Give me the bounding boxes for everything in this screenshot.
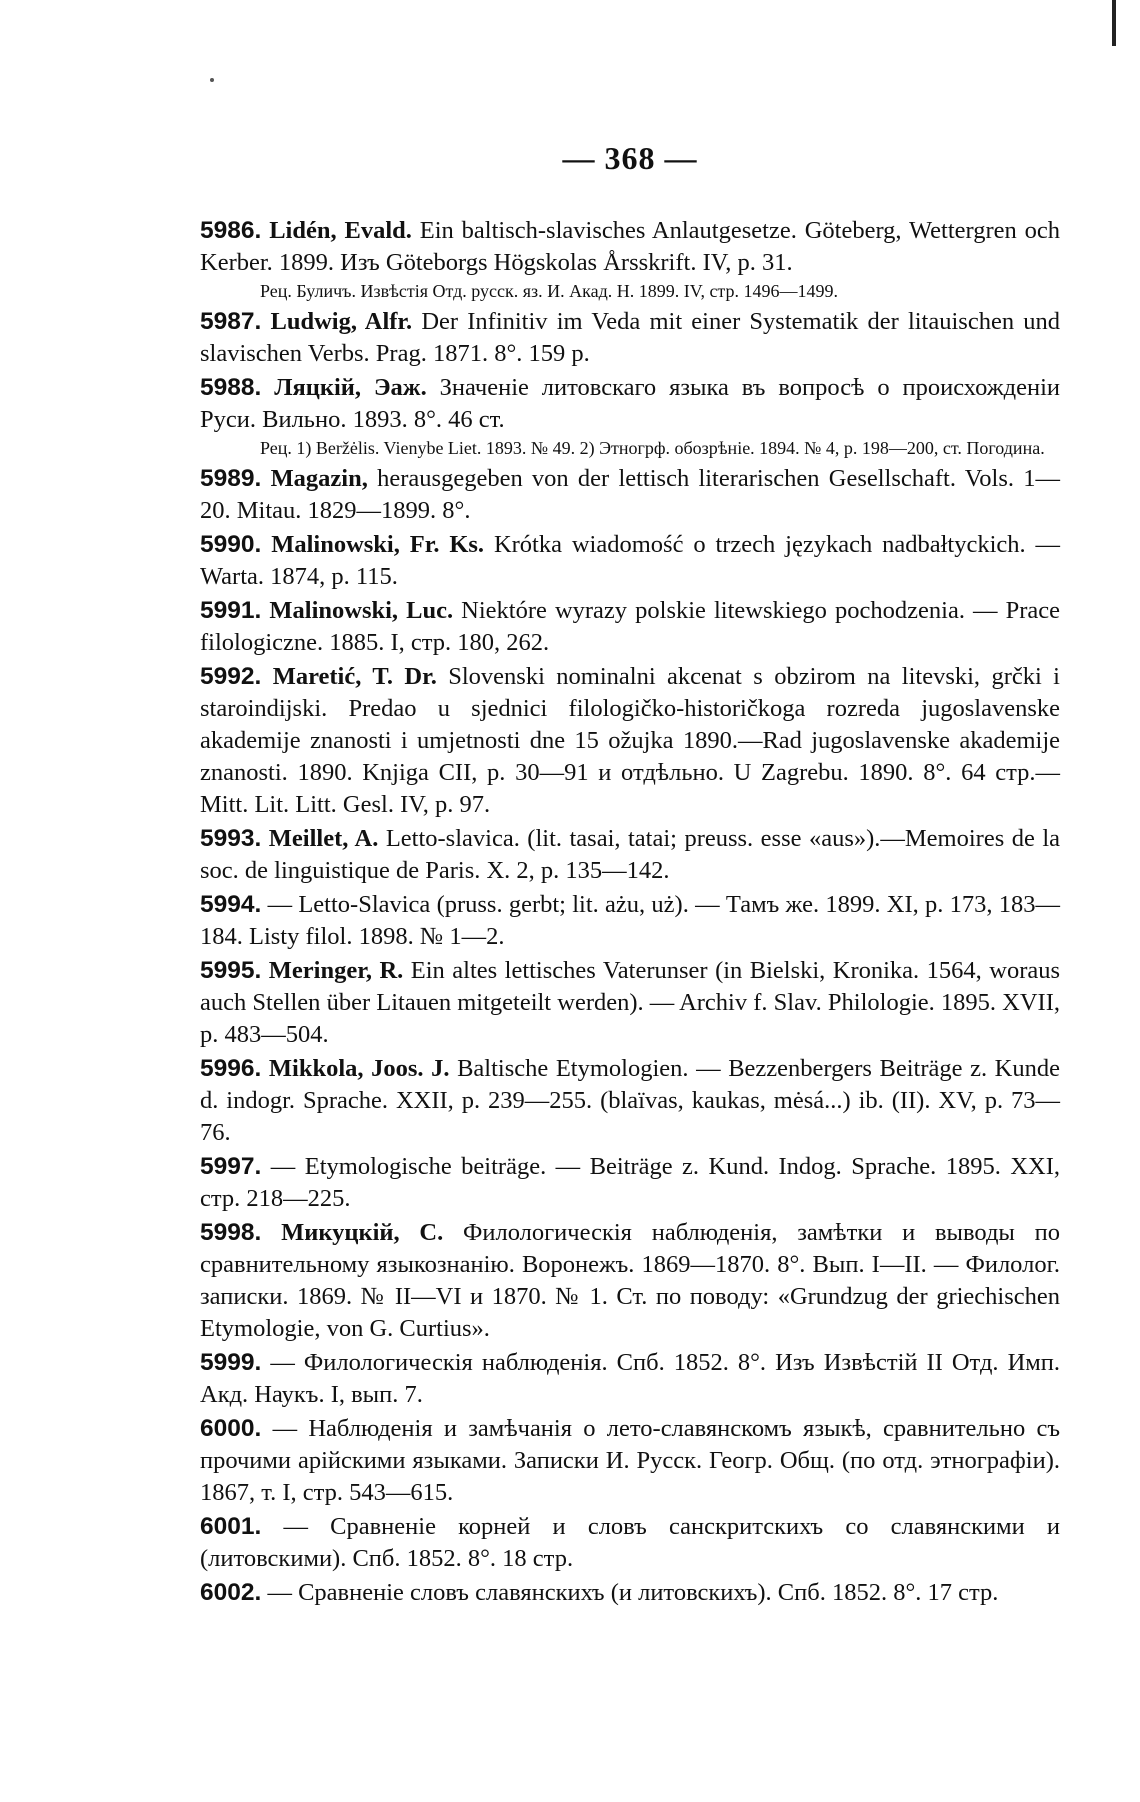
entry-number: 5992.: [200, 663, 262, 690]
entry-number: 5991.: [200, 597, 262, 624]
entry-text: — Филологическія наблюденія. Спб. 1852. 8°. Изъ Извѣстій II Отд. Имп. Акд. Наукъ. I, вып. 7.: [200, 1349, 1061, 1408]
bibliography-entry: [200, 1511, 1060, 1575]
entry-text: — Наблюденія и замѣчанія о лето-славянскомъ языкѣ, сравнительно съ прочими арійскими языками. Записки И. Русск. Геогр. Общ. (по отд. этнографіи). 1867, т. I, стр. 543—615.: [200, 1415, 1061, 1506]
bibliography-entry: [200, 529, 1060, 593]
bibliography-list: [200, 215, 1060, 1609]
entry-text: — Сравненіе корней и словъ санскритскихъ со славянскими и (литовскими). Спб. 1852. 8°. 18 стр.: [200, 1513, 1060, 1572]
entry-number: 5986.: [200, 217, 262, 244]
bibliography-entry: [200, 1413, 1060, 1509]
entry-author: Ludwig, Alfr.: [270, 308, 413, 335]
entry-number: 6001.: [200, 1513, 262, 1540]
entry-number: 6000.: [200, 1415, 262, 1442]
bibliography-entry: [200, 889, 1060, 953]
entry-number: 5998.: [200, 1219, 262, 1246]
entry-number: 5999.: [200, 1349, 262, 1376]
entry-author: Микуцкій, С.: [281, 1219, 444, 1246]
entry-number: 5993.: [200, 825, 262, 852]
bibliography-entry: [200, 823, 1060, 887]
entry-number: 5988.: [200, 374, 262, 401]
entry-author: Meillet, A.: [268, 825, 379, 852]
entry-text: — Сравненіе словъ славянскихъ (и литовскихъ). Спб. 1852. 8°. 17 стр.: [267, 1579, 999, 1606]
page-number: — 368 —: [562, 140, 698, 176]
bibliography-entry: [200, 372, 1060, 436]
entry-text: Филологическія наблюденія, замѣтки и выводы по сравнительному языкознанію. Воронежъ. 1869—1870. 8°. Вып. I—II. — Филолог. записки. 1869. № II—VI и 1870. № 1. Ст. по поводу: «Grundzug der griechischen Etymologie, von G. Curtius».: [200, 1219, 1061, 1342]
entry-review-note: Рец. 1) Beržėlis. Vienybe Liet. 1893. № 49. 2) Этногрф. обозрѣніе. 1894. № 4, р. 198—200, ст. Погодина.: [260, 438, 1045, 458]
page-edge-line: [1112, 0, 1116, 46]
entry-text: Baltische Etymologien. — Bezzenbergers Beiträge z. Kunde d. indogr. Sprache. XXII, p. 239—255. (blaïvas, kaukas, mėsá...) ib. (II). XV, p. 73—76.: [200, 1055, 1061, 1146]
entry-author: Lidén, Evald.: [269, 217, 412, 244]
entry-author: Malinowski, Luc.: [269, 597, 454, 624]
bibliography-entry: [200, 1217, 1060, 1345]
entry-text: — Etymologische beiträge. — Beiträge z. Kund. Indog. Sprache. 1895. XXI, стр. 218—225.: [200, 1153, 1061, 1212]
entry-text: Der Infinitiv im Veda mit einer Systematik der litauischen und slavischen Verbs. Prag. 1871. 8°. 159 p.: [200, 308, 1061, 367]
bibliography-entry: [200, 463, 1060, 527]
entry-author: Magazin,: [270, 465, 368, 492]
document-page: [200, 0, 1060, 1609]
bibliography-entry: [200, 1577, 1060, 1609]
entry-number: 5996.: [200, 1055, 262, 1082]
entry-text: — Letto-Slavica (pruss. gerbt; lit. ażu, uż). — Тамъ же. 1899. XI, p. 173, 183—184. Listy filol. 1898. № 1—2.: [200, 891, 1060, 950]
entry-number: 5989.: [200, 465, 262, 492]
bibliography-entry: [200, 1151, 1060, 1215]
entry-number: 5997.: [200, 1153, 262, 1180]
bibliography-entry: [200, 595, 1060, 659]
bibliography-entry: [200, 215, 1060, 279]
bibliography-entry: [200, 955, 1060, 1051]
entry-review-note: Рец. Буличъ. Извѣстія Отд. русск. яз. И. Акад. Н. 1899. IV, стр. 1496—1499.: [260, 281, 839, 301]
entry-number: 5987.: [200, 308, 262, 335]
entry-text: Letto-slavica. (lit. tasai, tatai; preuss. esse «aus»).—Memoires de la soc. de linguistique de Paris. X. 2, p. 135—142.: [200, 825, 1061, 884]
entry-number: 6002.: [200, 1579, 262, 1606]
entry-text: herausgegeben von der lettisch literarischen Gesellschaft. Vols. 1—20. Mitau. 1829—1899. 8°.: [200, 465, 1061, 524]
entry-text: Niektóre wyrazy polskie litewskiego pochodzenia. — Prace filologiczne. 1885. I, стр. 180, 262.: [200, 597, 1060, 656]
entry-number: 5990.: [200, 531, 262, 558]
entry-author: Ляцкій, Эаж.: [274, 374, 427, 401]
entry-text: Ein altes lettisches Vaterunser (in Bielski, Kronika. 1564, woraus auch Stellen über Litauen mitgeteilt werden). — Archiv f. Slav. Philologie. 1895. XVII, p. 483—504.: [200, 957, 1061, 1048]
entry-text: Krótka wiadomość o trzech językach nadbałtyckich. — Warta. 1874, p. 115.: [200, 531, 1061, 590]
entry-text: Значеніе литовскаго языка въ вопросѣ о происхожденіи Руси. Вильно. 1893. 8°. 46 ст.: [200, 374, 1061, 433]
entry-author: Meringer, R.: [268, 957, 404, 984]
entry-number: 5995.: [200, 957, 262, 984]
entry-author: Malinowski, Fr. Ks.: [271, 531, 485, 558]
entry-author: Mikkola, Joos. J.: [268, 1055, 450, 1082]
bibliography-entry: [200, 306, 1060, 370]
bibliography-entry: [200, 1347, 1060, 1411]
bibliography-entry: [200, 661, 1060, 821]
entry-text: Slovenski nominalni akcenat s obzirom na litevski, grčki i staroindijski. Predao u sjednici filologičko-historičkoga rozreda jugoslavenske akademije znanosti i umjetnosti dne 15 ožujka 1890.—Rad jugoslavenske akademije znanosti. 1890. Knjiga CII, p. 30—91 и отдѣльно. U Zagrebu. 1890. 8°. 64 стр.— Mitt. Lit. Litt. Gesl. IV, p. 97.: [200, 663, 1060, 818]
bibliography-entry: [200, 1053, 1060, 1149]
entry-number: 5994.: [200, 891, 262, 918]
entry-author: Maretić, T. Dr.: [272, 663, 437, 690]
entry-text: Ein baltisch-slavisches Anlautgesetze. Göteberg, Wettergren och Kerber. 1899. Изъ Göteborgs Högskolas Årsskrift. IV, p. 31.: [200, 217, 1061, 276]
